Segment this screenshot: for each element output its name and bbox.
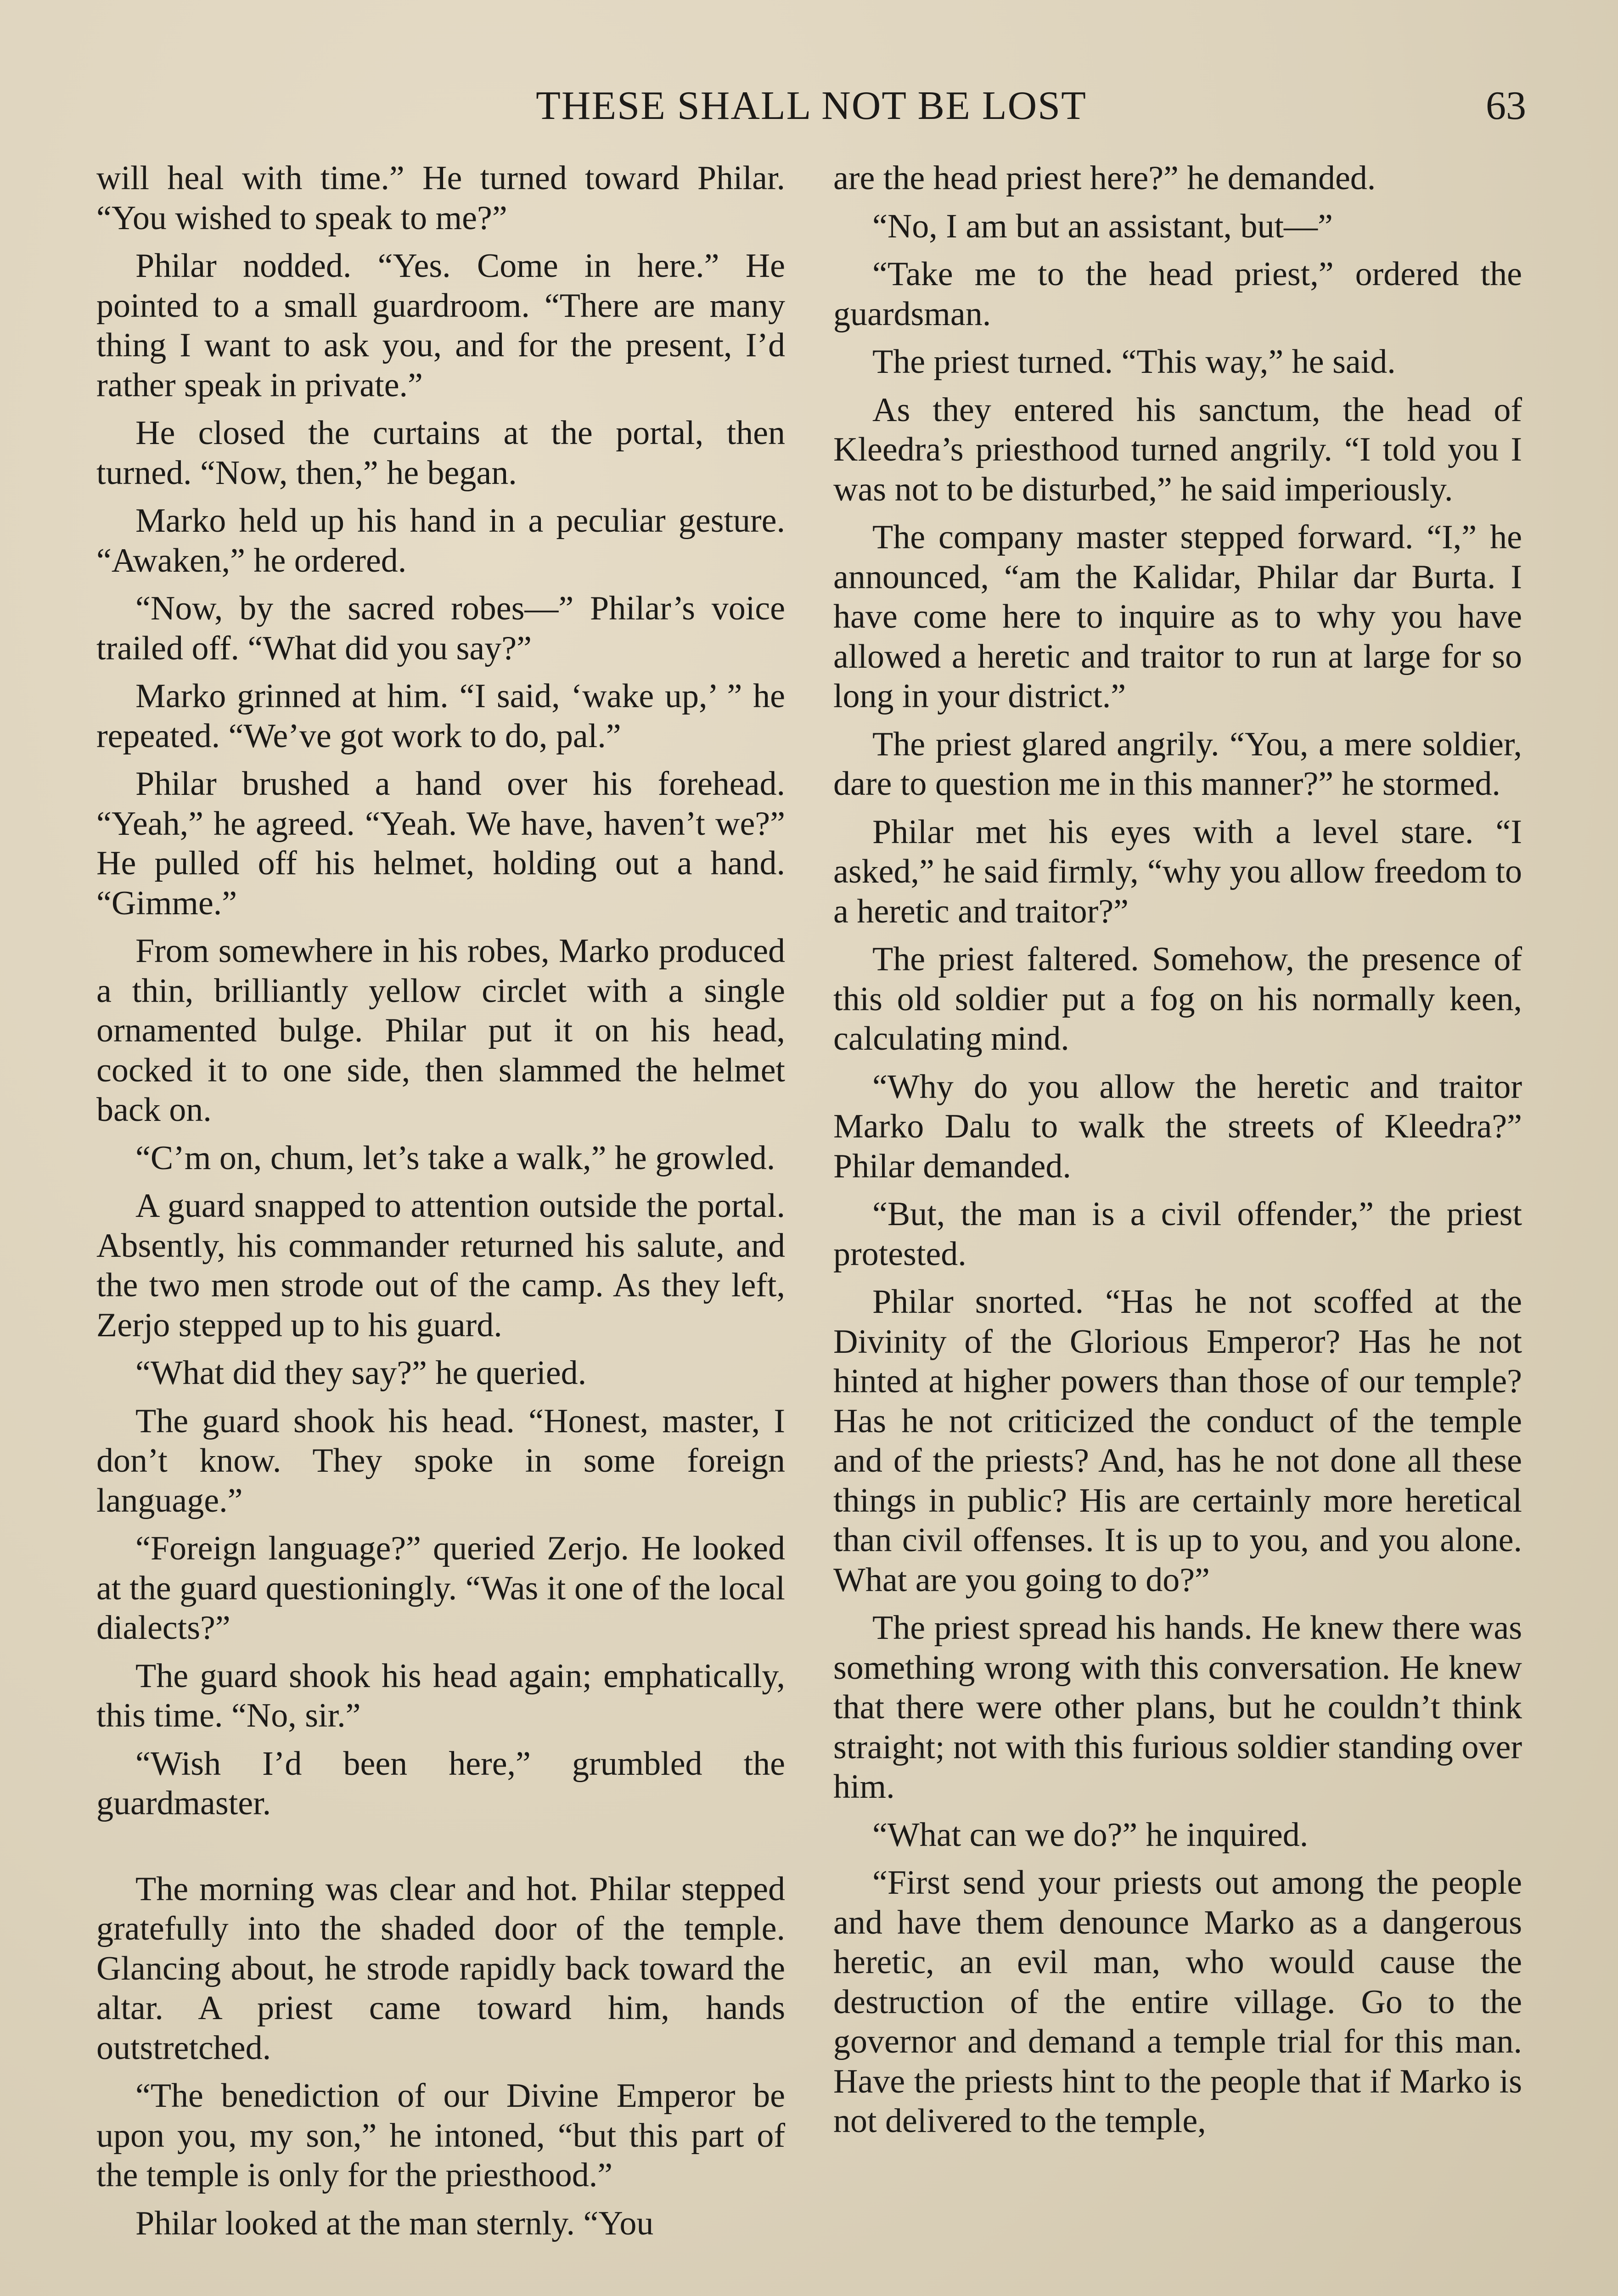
paragraph: As they entered his sanctum, the head of Kleedra’s priesthood turned angrily. “I told you I was not to be disturbed,” he said imperiously. — [833, 391, 1522, 508]
paragraph: “Take me to the head priest,” ordered the guardsman. — [833, 255, 1522, 333]
paragraph: The priest glared angrily. “You, a mere soldier, dare to question me in this manner?” he stormed. — [833, 725, 1522, 803]
paragraph: “But, the man is a civil offender,” the priest protested. — [833, 1195, 1522, 1273]
page-number: 63 — [1486, 84, 1526, 128]
left-text-column — [96, 158, 785, 2251]
paragraph: The priest spread his hands. He knew there was something wrong with this conversation. He knew that there were other plans, but he couldn’t think straight; not with this furious soldier standing over him. — [833, 1609, 1522, 1806]
paragraph: The priest turned. “This way,” he said. — [872, 343, 1396, 381]
paragraph: Philar met his eyes with a level stare. “I asked,” he said firmly, “why you allow freedom to a heretic and traitor?” — [833, 813, 1522, 930]
paragraph: “Wish I’d been here,” grumbled the guardmaster. — [96, 1745, 785, 1822]
paragraph: “Foreign language?” queried Zerjo. He looked at the guard questioningly. “Was it one of the local dialects?” — [96, 1530, 785, 1647]
paragraph: Marko grinned at him. “I said, ‘wake up,’ ” he repeated. “We’ve got work to do, pal.” — [96, 677, 785, 755]
paragraph: “First send your priests out among the people and have them denounce Marko as a dangerous heretic, an evil man, who would cause the destruction of the entire village. Go to the governor and demand a temple trial for this man. Have the priests hint to the people that if Marko is not delivered to the temple, — [833, 1864, 1522, 2140]
page-header — [96, 83, 1526, 133]
paragraph: The guard shook his head again; emphatically, this time. “No, sir.” — [96, 1657, 785, 1734]
paragraph: “No, I am but an assistant, but—” — [872, 207, 1333, 245]
paragraph: The guard shook his head. “Honest, master, I don’t know. They spoke in some foreign language.” — [96, 1402, 785, 1519]
paragraph: The company master stepped forward. “I,” he announced, “am the Kalidar, Philar dar Burta. I have come here to inquire as to why you have allowed a heretic and traitor to run at large for so long in your district.” — [833, 518, 1522, 715]
paragraph: He closed the curtains at the portal, then turned. “Now, then,” he began. — [96, 414, 785, 492]
paragraph: “The benediction of our Divine Emperor be upon you, my son,” he intoned, “but this part of the temple is only for the priesthood.” — [96, 2077, 785, 2194]
paragraph: Philar brushed a hand over his forehead. “Yeah,” he agreed. “Yeah. We have, haven’t we?” He pulled off his helmet, holding out a hand. “Gimme.” — [96, 765, 785, 922]
paragraph: The morning was clear and hot. Philar stepped gratefully into the shaded door of the temple. Glancing about, he strode rapidly back toward the altar. A priest came toward him, hands outstretched. — [96, 1870, 785, 2067]
running-title: THESE SHALL NOT BE LOST — [536, 84, 1087, 128]
right-text-column — [833, 158, 1522, 2150]
paragraph: From somewhere in his robes, Marko produced a thin, brilliantly yellow circlet with a single ornamented bulge. Philar put it on his head, cocked it to one side, then slammed the helmet back on. — [96, 932, 785, 1129]
paragraph: “What can we do?” he inquired. — [872, 1816, 1309, 1854]
paragraph: “What did they say?” he queried. — [135, 1354, 587, 1392]
paragraph: are the head priest here?” he demanded. — [833, 159, 1376, 197]
paragraph: “C’m on, chum, let’s take a walk,” he growled. — [135, 1139, 775, 1177]
paragraph: will heal with time.” He turned toward Philar. “You wished to speak to me?” — [96, 159, 785, 237]
paragraph: The priest faltered. Somehow, the presence of this old soldier put a fog on his normally keen, calculating mind. — [833, 940, 1522, 1058]
paragraph: Philar looked at the man sternly. “You — [135, 2204, 654, 2242]
paragraph: Philar nodded. “Yes. Come in here.” He pointed to a small guardroom. “There are many thing I want to ask you, and for the present, I’d rather speak in private.” — [96, 247, 785, 404]
paragraph: Philar snorted. “Has he not scoffed at the Divinity of the Glorious Emperor? Has he not hinted at higher powers than those of our temple? Has he not criticized the conduct of the temple and of the priests? And, has he not done all these things in public? His are certainly more heretical than civil offenses. It is up to you, and you alone. What are you going to do?” — [833, 1283, 1522, 1599]
paragraph: “Why do you allow the heretic and traitor Marko Dalu to walk the streets of Kleedra?” Philar demanded. — [833, 1068, 1522, 1185]
paragraph: “Now, by the sacred robes—” Philar’s voice trailed off. “What did you say?” — [96, 590, 785, 667]
paragraph: A guard snapped to attention outside the portal. Absently, his commander returned his salute, and the two men strode out of the camp. As they left, Zerjo stepped up to his guard. — [96, 1187, 785, 1344]
paragraph: Marko held up his hand in a peculiar gesture. “Awaken,” he ordered. — [96, 502, 785, 580]
